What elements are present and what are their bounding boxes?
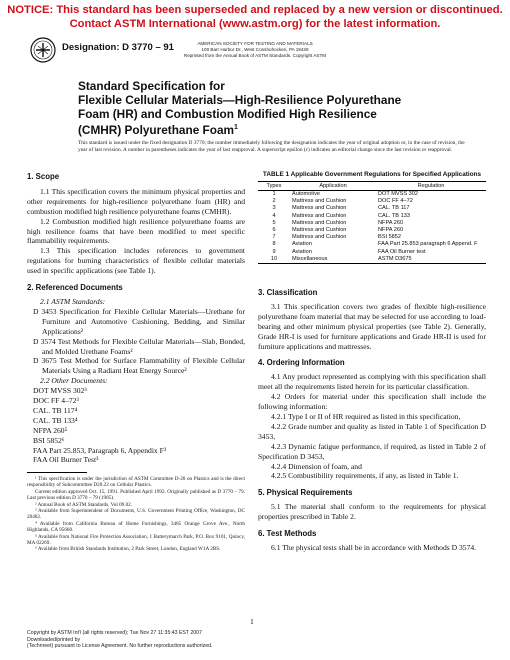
title-line-1: Standard Specification for: [78, 79, 225, 93]
cell-type: 4: [272, 212, 276, 219]
cell-application: Mattress and Cushion: [292, 219, 347, 226]
cell-regulation: FAA Part 25.853 paragraph 6 Append. F: [378, 241, 478, 248]
footer-line-2: Downloaded/printed by: [27, 636, 81, 643]
issuance-note: This standard is issued under the fixed designation D 3770; the number immediately following the designation indicates the year of original adoption or, in the case of revision, the year of last revision. A number in parentheses indicates the year of last reapproval. A superscript epsilon (ε) indicates an editorial change since the last revision or reapproval.: [78, 140, 465, 153]
table-row: [258, 234, 486, 241]
para-4-2: 4.2 Orders for material under this specification shall include the following information:: [258, 392, 486, 412]
cell-regulation: NFPA 260: [378, 227, 404, 234]
cell-type: 5: [272, 219, 276, 226]
other-doc-3: CAL. TB 117⁴: [33, 405, 78, 415]
society-address: 100 Barr Harbor Dr., West Conshohocken, PA 19428: [201, 47, 309, 52]
section-3-heading: 3. Classification: [258, 288, 318, 297]
other-doc-1: DOT MVSS 302³: [33, 386, 87, 396]
ref-d3453: D 3453 Specification for Flexible Cellular Materials—Urethane for Furniture and Automotive Cushioning, Bedding, and Similar Applications²: [33, 306, 245, 336]
supersession-notice: [0, 3, 510, 31]
table-header-regulation: Regulation: [376, 182, 486, 191]
cell-type: 9: [272, 248, 276, 255]
table-row: [258, 220, 486, 227]
table-1: [258, 181, 486, 263]
cell-application: Mattress and Cushion: [292, 234, 347, 241]
cell-type: 7: [272, 234, 276, 241]
footnote-4: ⁴ Available from California Bureau of Home Furnishings, 3485 Orange Grove Ave., North Highlands, CA 95660.: [27, 520, 245, 534]
footnote-6: ⁶ Available from British Standards Institution, 2 Park Street, London, England W1A 2BS.: [35, 546, 221, 553]
footer-line-3: (Technreet) pursuant to License Agreement. No further reproductions authorized.: [27, 643, 213, 650]
page-number: 1: [250, 617, 254, 626]
section-1-heading: 1. Scope: [27, 172, 60, 181]
table-row: [258, 205, 486, 212]
para-2-2: 2.2 Other Documents:: [40, 376, 108, 386]
title-line-2: Flexible Cellular Materials—High-Resilience Polyurethane: [78, 93, 402, 107]
section-6-heading: 6. Test Methods: [258, 529, 317, 539]
para-1-3: 1.3 This specification includes references to government regulations for burning characteristics of flexible cellular materials used in specific applications (see Table 1).: [27, 246, 245, 276]
table-header-application: Application: [290, 182, 376, 191]
cell-regulation: CAL. TB 117: [378, 205, 410, 212]
section-2-heading: 2. Referenced Documents: [27, 283, 123, 293]
table-row: [258, 249, 486, 256]
cell-application: Miscellaneous: [292, 255, 328, 262]
cell-application: Mattress and Cushion: [292, 227, 347, 234]
table-1-bottom-rule: [258, 263, 486, 264]
cell-application: Aviation: [292, 241, 312, 248]
footnotes: [27, 476, 245, 553]
other-doc-8: FAA Oil Burner Test³: [33, 455, 99, 465]
cell-type: 6: [272, 227, 276, 234]
cell-application: Mattress and Cushion: [292, 205, 347, 212]
cell-regulation: ASTM D3675: [378, 255, 412, 262]
footnote-rule: [27, 472, 87, 473]
para-4-1: 4.1 Any product represented as complying with this specification shall meet all the requirements listed herein for its particular classification.: [258, 372, 486, 392]
right-column: [258, 288, 486, 553]
footnote-2: ² Annual Book of ASTM Standards, Vol 09.02.: [35, 501, 133, 508]
para-2-1: 2.1 ASTM Standards:: [40, 296, 106, 306]
para-1-1: 1.1 This specification covers the minimum physical properties and other requirements for high-resilience polyurethane foam (HR) and combustion modified high resilience polyurethane foams (CMHR).: [27, 186, 245, 216]
table-row: [258, 227, 486, 234]
ref-d3574: D 3574 Test Methods for Flexible Cellular Materials—Slab, Bonded, and Molded Urethane Foams²: [33, 336, 245, 356]
para-4-2-4: 4.2.4 Dimension of foam, and: [271, 461, 362, 471]
para-4-2-5: 4.2.5 Combustibility requirements, if any, as listed in Table 1.: [271, 471, 459, 481]
table-header-types: Types: [258, 182, 290, 191]
society-block: [150, 41, 360, 59]
cell-regulation: FAA Oil Burner test: [378, 248, 426, 255]
footer-line-1: Copyright by ASTM Int'l (all rights reserved); Tue Nov 27 11:35:43 EST 2007: [27, 630, 202, 636]
cell-regulation: DOC FF 4–72: [378, 198, 413, 205]
designation: Designation: D 3770 – 91: [62, 42, 174, 53]
para-4-2-2: 4.2.2 Grade number and quality as listed in Table 1 of Specification D 3453,: [258, 421, 486, 441]
table-1-title: TABLE 1 Applicable Government Regulations for Specified Applications: [262, 171, 482, 178]
cell-type: 2: [272, 198, 276, 205]
footnote-1: ¹ This specification is under the jurisdiction of ASTM Committee D-20 on Plastics and is the direct responsibility of Subcommittee D20.22 on Cellular Plastics.: [27, 476, 245, 489]
notice-line-1: NOTICE: This standard has been superseded and replaced by a new version or discontinued.: [7, 4, 503, 16]
para-4-2-3: 4.2.3 Dynamic fatigue performance, if required, as listed in Table 2 of Specification D 3453,: [258, 441, 486, 461]
cell-regulation: NFPA 260: [378, 219, 404, 226]
cell-regulation: CAL. TB 133: [378, 212, 410, 219]
table-1-block: [258, 171, 486, 264]
other-doc-4: CAL. TB 133⁴: [33, 415, 78, 425]
table-1-body: [258, 191, 486, 264]
para-1-2: 1.2 Combustion modified high resilience polyurethane foams are high resilience foams that have been modified to meet specific flammability requirements.: [27, 216, 245, 246]
cell-application: Mattress and Cushion: [292, 198, 347, 205]
footnote-3: ³ Available from Superintendent of Documents, U.S. Government Printing Office, Washington, DC 20402.: [27, 508, 245, 521]
cell-application: Mattress and Cushion: [292, 212, 347, 219]
table-row: [258, 213, 486, 220]
title-footnote-mark: 1: [234, 124, 238, 131]
table-row: [258, 256, 486, 263]
para-4-2-1: 4.2.1 Type I or II of HR required as listed in this specification,: [271, 411, 461, 421]
cell-application: Aviation: [292, 248, 312, 255]
title-line-4: (CMHR) Polyurethane Foam: [78, 122, 234, 137]
footnote-5: ⁵ Available from National Fire Protection Association, 1 Batterymarch Park, P.O. Box 9101, Quincy, MA 02269.: [27, 533, 245, 547]
table-row: [258, 241, 486, 248]
left-column: [27, 172, 245, 465]
table-row: [258, 198, 486, 205]
footnote-1b: Current edition approved Oct. 15, 1991. Published April 1992. Originally published as D 3770 – 79. Last previous edition D 3770 – 79 (1985).: [27, 488, 245, 502]
reprint-note: Reprinted from the Annual Book of ASTM Standards. Copyright ASTM: [183, 53, 327, 58]
cell-regulation: BSI 5852: [378, 234, 402, 241]
other-doc-7: FAA Part 25.853, Paragraph 6, Appendix F³: [33, 445, 167, 455]
table-row: [258, 191, 486, 199]
title-line-3: Foam (HR) and Combustion Modified High Resilience: [78, 107, 377, 121]
section-4-heading: 4. Ordering Information: [258, 358, 345, 368]
section-5-heading: 5. Physical Requirements: [258, 488, 353, 498]
ref-d3675: D 3675 Test Method for Surface Flammability of Flexible Cellular Materials Using a Radiant Heat Energy Source²: [33, 356, 245, 376]
cell-type: 8: [272, 241, 276, 248]
other-doc-5: NFPA 260⁵: [33, 425, 68, 435]
society-name: AMERICAN SOCIETY FOR TESTING AND MATERIALS: [197, 41, 313, 46]
notice-line-2: Contact ASTM International (www.astm.org) for the latest information.: [69, 18, 441, 30]
cell-type: 10: [270, 255, 278, 262]
para-5-1: 5.1 The material shall conform to the requirements for physical properties prescribed in Table 2.: [258, 502, 486, 522]
cell-application: Automotive: [292, 191, 320, 197]
copyright-footer: [27, 630, 487, 650]
other-doc-2: DOC FF 4–72³: [33, 396, 79, 406]
cell-regulation: DOT MVSS 302: [378, 191, 419, 197]
document-title: [78, 79, 458, 137]
para-6-1: 6.1 The physical tests shall be in accordance with Methods D 3574.: [271, 542, 477, 552]
cell-type: 1: [272, 191, 276, 197]
other-doc-6: BSI 5852⁶: [33, 435, 65, 445]
para-3-1: 3.1 This specification covers two grades of flexible high-resilience polyurethane foam material that may be selected for use according to load-bearing and other minimum physical properties (see Table 2). Generally, Grade HR-I is used for furniture applications and Grade HR-II is used for furniture applications and mattresses.: [258, 301, 486, 351]
cell-type: 3: [272, 205, 276, 212]
astm-logo-icon: [30, 37, 56, 63]
